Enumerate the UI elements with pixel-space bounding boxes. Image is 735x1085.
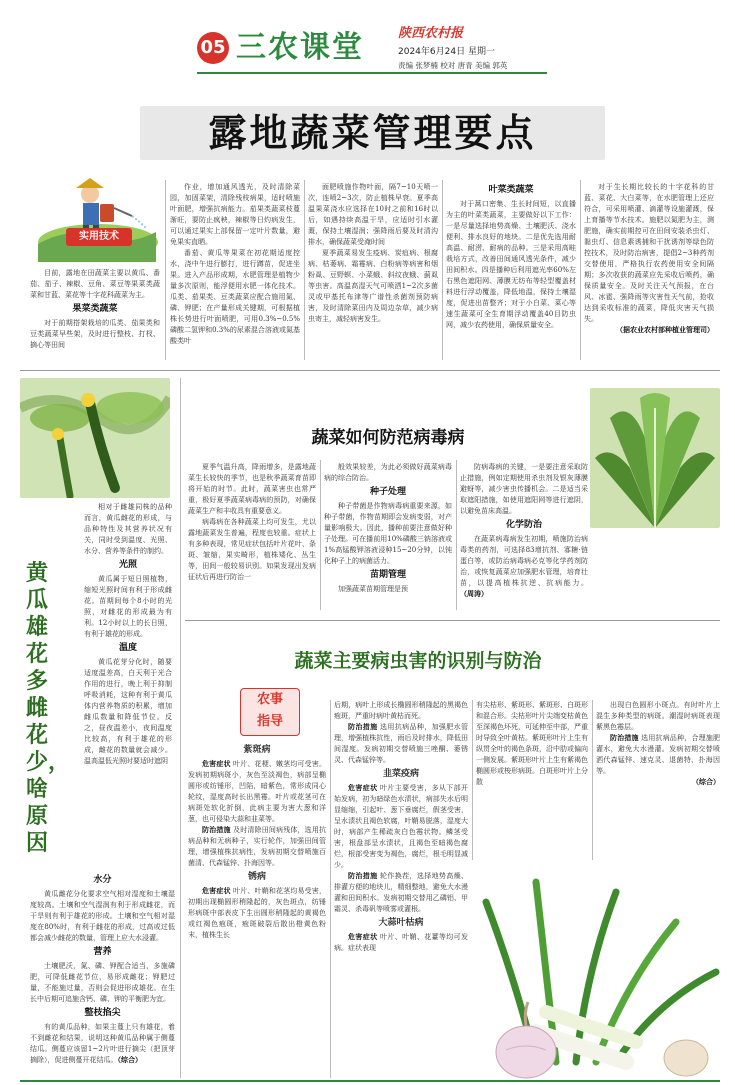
masthead [0, 0, 735, 80]
article1-intro: 目前，露地在田蔬菜主要以黄瓜、番茄、茄子、辣椒、豆角、菜豆等果菜类蔬菜和甘蓝、菜花等十字花科蔬菜为主。 [30, 269, 160, 299]
article3-subhead-temperature: 温度 [118, 643, 137, 653]
article3-para: 黄瓜花芽分化时，随要适度温差高，白天利于光合作用的进行，晚上利于抑制呼吸消耗，这种有利于黄瓜体内营养物质的积累，增加雌瓜数量和降低节位。反之，昼夜温差小，夜间温度比较高，有利于雄花的形成，雌花的数量就会减少。温高温低光照时要适时遮阴 [84, 658, 172, 765]
article2-col1 [188, 462, 316, 610]
article2-para: 夏季气温升高，降雨增多，是露地蔬菜生长较快的季节，也是秋季蔬菜育苗即将开始的时节。此时，蔬菜害虫也常严重，极好夏季蔬菜病毒病的预防，对确保蔬菜生产和丰收具有重要意义。 [188, 463, 316, 515]
article4-para: 出现白色圆形小斑点。有时叶片上混生多种类型的病斑。潮湿时病斑表现紫黑色霉层。 [596, 701, 720, 731]
paper-name: 陕西农村报 [398, 26, 464, 41]
farmer-illustration [28, 172, 158, 262]
article4-para: 防治措施 及时清除田间病残体，选用抗病品种和无病种子，实行轮作，加强田间管理，增强植株抗病性，发病初期交替喷施百菌清、代森锰锌、扑海因等。 [188, 826, 326, 867]
article4-col4 [596, 700, 720, 860]
article2-subhead-seedling: 苗期管理 [369, 570, 406, 580]
article3-subhead-light: 光照 [118, 560, 137, 570]
article4-para: 防治措施 轮作换茬，选择地势高燥、排灌方便的地块儿，精细整地，避免大水漫灌和田间积水。发病初期交替用乙磷铝、甲霜灵、杀毒矾等喷雾或灌根。 [334, 872, 468, 913]
article1-para: 对于生长期比较长的十字花科的甘蓝、菜花、大白菜等，在水肥管理上还应符合，可采用喷灌、滴灌等设施灌溉，保上育播等节水技术。施肥以氮肥为主，测肥施，确实前期控可在田间安装杀虫灯、黏虫灯、信息素诱捕和干扰诱剂等绿色防控技术，及时防治病害，提倡2~3种药剂交替使用，严格执行农药使用安全间隔期；多次收获的蔬菜应先采收后喷药，确保质量安全。及时关注天气预报，在台风、冰雹、强降雨等灾害性天气前，抢收达到采收标准的蔬菜，降低灾害天气损失。 [584, 183, 714, 323]
article1-subhead-fruit-veg: 果菜类蔬菜 [72, 304, 118, 314]
article3-para: 土壤肥沃，氮、磷、钾配合适当，多施磷肥，可降低雌花节位，易形成雌花；钾肥过量，不能施过量，否则会促进形成雄花。在生长中后期可追施含钙、磷、钾的平衡肥为宜。 [30, 962, 175, 1003]
article1-para: 面肥喷施作物叶面，隔7~10天喷一次，连喷2~3次，防止植株早衰。夏季高温果菜浇水应选择在10时之前和16时以后，如遇持续高温干旱，应适时引水灌溉，保持土壤湿润；强降雨后要及时清沟排水，确保蔬菜受淹时间 [308, 183, 438, 246]
disease-purple-blotch: 紫斑病 [243, 745, 271, 755]
article1-para: 对于前期搭架栽培的瓜类、茄果类和豆类蔬菜早些架，及时进行整枝、打杈、摘心等田间 [30, 319, 160, 349]
article1-subhead-leafy-veg: 叶菜类蔬菜 [488, 185, 534, 195]
article3-text-lower [30, 872, 175, 1077]
badge-top: 农事 [256, 692, 283, 707]
article1-para: 对于蒿口密集、生长时间短，以直播为主的叶菜类蔬菜，主要做好以下工作：一是尽量选择地势高燥、土壤肥沃、浇水便利、排水良好的地块。二是优先选用耐高温、耐涝、耐病的品种。三是采用高畦栽培方式，改善田间通风透光条件，减少田间积水。四是播种后利用遮光率60%左右黑色遮阳网、薄膜无纺布等轻型覆盖材料进行浮动覆盖，降低地温，保持土壤湿度，促进出苗整齐；对于小白菜、菜心等速生蔬菜可全生育期浮动覆盖40目防虫网，减少农药使用，确保质量安全。 [446, 200, 576, 329]
section-underline [197, 72, 547, 74]
badge-bottom: 指导 [256, 714, 283, 729]
article1-col5 [584, 182, 714, 360]
article3-text-upper [84, 502, 172, 872]
disease-garlic-leaf-blight: 大蒜叶枯病 [378, 918, 424, 928]
chinese-cabbage-photo [590, 388, 720, 528]
scallion-garlic-graphic [476, 862, 726, 1082]
article3-para: 相对于雌雄同株的品种而言，黄瓜雌花的形成，与品种特性及其营养状况有关，同时受到温度、光照、水分、营养等条件的制约。 [84, 503, 172, 555]
chinese-cabbage-photo-graphic [590, 388, 720, 528]
article2-headline: 蔬菜如何防范病毒病 [311, 428, 465, 448]
badge-practical-tech: 实用技术 [66, 228, 132, 246]
article1-para: 夏季蔬菜易发生疫病、炭疽病、根腐病、枯萎病、霜霉病、白粉病等病害和烟粉虱、豆野螟、小菜蛾、斜纹夜蛾、蓟虱等虫害。高温高湿天气可喷洒1~2次多菌灵或甲基托布津等广谱性杀菌剂预防病害，及时清除菜田内及周边杂草，减少病虫寄主，减轻病害发生。 [308, 249, 438, 323]
article2-para: 在蔬菜病毒病发生初期，喷施防治病毒类的药剂，可选择83增抗剂、寡糖·链蛋白等，或防治病毒病必克等化学药剂防治，或恢复蔬菜应加强肥水管理，培育壮苗，以提高植株抗逆、抗病能力。（周涛） [460, 535, 588, 598]
article4-col1 [188, 742, 326, 1077]
article2-col3 [460, 462, 588, 610]
article3-subhead-water: 水分 [93, 875, 112, 885]
article1-para: 番茄、黄瓜等果菜在初花期适度控水，浇中午进行膨打，进行蹲苗，促进坐果。进入产品形成期，水肥管理是植物少量多次原则，能浮便用水肥一体化技术。瓜类、茄果类、豆类蔬菜应配合施用氮、磷、钾肥；在产量形成关键期，可根据植株长势进行叶面喷肥，可用0.3%~0.5%磷酸二氢钾和0.3%的尿素混合溶液或氮基酸类叶 [170, 249, 300, 345]
article4-para: 危害症状 叶片、叶鞘和花茎均易受害，初期出现椭圆形稍隆起的，灰色斑点，纺锤形病斑中部表皮下生出圆形稍隆起的黄褐色或红褐色疱斑，疱斑破裂后散出橙黄色粉末，植株生长 [188, 887, 326, 939]
article1-col3 [308, 182, 438, 360]
farmer-illustration-graphic [28, 172, 158, 262]
article4-col2 [334, 700, 468, 1077]
article3-subhead-nutrition: 营养 [93, 947, 112, 957]
article1-col1 [30, 268, 160, 360]
scallion-garlic-illustration [476, 862, 726, 1082]
section-title: 三农课堂 [236, 30, 364, 65]
article3-para: 黄瓜属于短日照植物，缩短光照时间有利于形成雌花。苗期间每个8小时的光照，对雌花的形成最为有利。12小时以上的长日照，有利于雄花的形成。 [84, 575, 172, 638]
disease-rust: 锈病 [247, 872, 266, 882]
article4-para: 危害症状 叶片、花梗、嫩茎均可受害。发病初期病斑小，灰色至淡褐色，病部呈椭圆形或纺锤形，凹陷，暗紫色，常形成同心轮纹，湿度高时长出黑霉。叶片或花茎可在病斑处软化折倒，此病主要为害大葱和洋葱，也可侵染大蒜和韭菜等。 [188, 760, 326, 823]
article2-col2 [324, 462, 452, 610]
article4-badge [240, 688, 300, 736]
article2-para: 种子带菌是作物病毒病重要来源，如种子带菌，作物苗期即会发病变弱，对产量影响极大。因此，播种前要注意做好种子处理。可在播前用10%磷酸三钠溶液或1%高锰酸钾溶液浸种15~20分钟，以钝化种子上的病菌活力。 [324, 502, 452, 565]
article2-para: 加强蔬菜苗期管理是预 [338, 585, 408, 593]
cucumber-photo [20, 378, 170, 498]
main-headline: 露地蔬菜管理要点 [208, 110, 537, 155]
article1-col4 [446, 182, 576, 360]
article4-para: 危害症状 叶片、叶鞘、花薹等均可发病。症状表现 [334, 933, 468, 952]
article3-para: 有的黄瓜品种，如果主蔓上只有雄花，着不到雌花和结果，说明这种黄瓜品种属于侧蔓结瓜。侧蔓应该留1~2片叶进行摘尖（把顶芽摘除），促进侧蔓开花结瓜。（综合） [30, 1023, 175, 1064]
article2-para: 病毒病在各种蔬菜上均可发生，尤以露地蔬菜发生普遍，程度也较重。症状上有多种表现，常见症状包括叶片花叶、条斑、皱缩，果实畸形，植株矮化、丛生等，田间一般较易识别。如果发现出发病征状后再进行防治一 [188, 518, 316, 581]
article4-headline: 蔬菜主要病虫害的识别与防治 [294, 650, 542, 672]
article3-subhead-pruning: 整枝掐尖 [84, 1008, 121, 1018]
article1-col2 [170, 182, 300, 360]
article2-subhead-chemical: 化学防治 [505, 520, 542, 530]
article4-para: 有尖枯形、紫斑形、紫斑形、白斑形和混合形。尖枯形叶片尖端变枯黄色至深褐色坏死，可延伸至中部，严重时导致全叶黄枯。紫斑形叶片上生有纵贯全叶的褐色条斑，沿中肋或偏向一侧发展。紫斑形叶片上生有紫褐色椭圆形或梭形病斑。白斑形叶片上分散 [476, 701, 588, 786]
article2-para: 般效果较差，为此必须做好蔬菜病毒病的综合防治。 [324, 463, 452, 482]
disease-chive-blight: 韭菜疫病 [382, 769, 419, 779]
issue-date: 2024年6月24日 星期一 [398, 47, 495, 57]
article4-source: （综合） [692, 778, 720, 786]
article4-para: 防治措施 选用抗病品种，加强肥水管理，增强植株抗性，雨后及时排水，降低田间湿度。发病初期交替喷施三唑酮、萎锈灵、代森锰锌等。 [334, 723, 468, 764]
article2-subhead-seed: 种子处理 [369, 487, 406, 497]
article3-headline: 黄瓜雄花多雌花少，啥原因 [26, 561, 71, 856]
page-number-badge [197, 32, 229, 64]
article4-para: 危害症状 叶片主要受害，多从下部开始发病，初为暗绿色水渍状，病部失水后明显缩缩，引起叶、葱下垂腐烂，假茎受害，呈水渍状且褐色软腐，叶鞘易脱落，湿度大时，病部产生稀疏灰白色霉状物。鳞茎受害，根盘部呈水渍状，且褐色至暗褐色腐烂，根部受害变为褐色，腐烂，根毛明显减少。 [334, 784, 468, 869]
article2-para: 防病毒病的关键，一是要注意采取防止措施，例如定期使用杀虫剂及银灰薄膜避蚜等，减少害虫传播机会。二是适当采取遮阳措施，如使用遮阳网等进行遮阴，以避免苗床高温。 [460, 463, 588, 515]
cucumber-photo-graphic [20, 378, 170, 498]
page-number: 05 [200, 37, 226, 58]
editorial-staff: 责编 张梦楠 校对 唐青 美编 郭英 [398, 61, 508, 70]
article3-para: 黄瓜雌花分化要求空气相对湿度和土壤湿度较高。土壤和空气湿润有利于形成雌花，而干旱则有利于雄花的形成。土壤和空气相对湿度在80%时，有利于雌花的形成，过高或过低都会减少雌花的数量，管理上应大水浸灌。 [30, 890, 175, 942]
article1-source: （据农业农村部种植业管理司） [616, 326, 714, 334]
article1-para: 作业，增加通风透光，及时清除菜园，加固菜架，清除残枝病果，适时喷施叶面肥，增强抗病能力。茄果类蔬菜枝蔓渐旺，要防止疯秧，辣椒等日灼病发生，可以通过果实上部保留一定叶片数量，避免果实直晒。 [170, 183, 300, 246]
article4-para: 后期，病叶上形成长椭圆形稍隆起的黑褐色疱斑，严重时病叶黄枯而死。 [334, 701, 468, 720]
article4-para: 防治措施 选用抗病品种，合理施肥灌水，避免大水漫灌。发病初期交替喷洒代森锰锌、速克灵、退菌特、扑海因等。 [596, 734, 720, 775]
article4-col3 [476, 700, 588, 860]
